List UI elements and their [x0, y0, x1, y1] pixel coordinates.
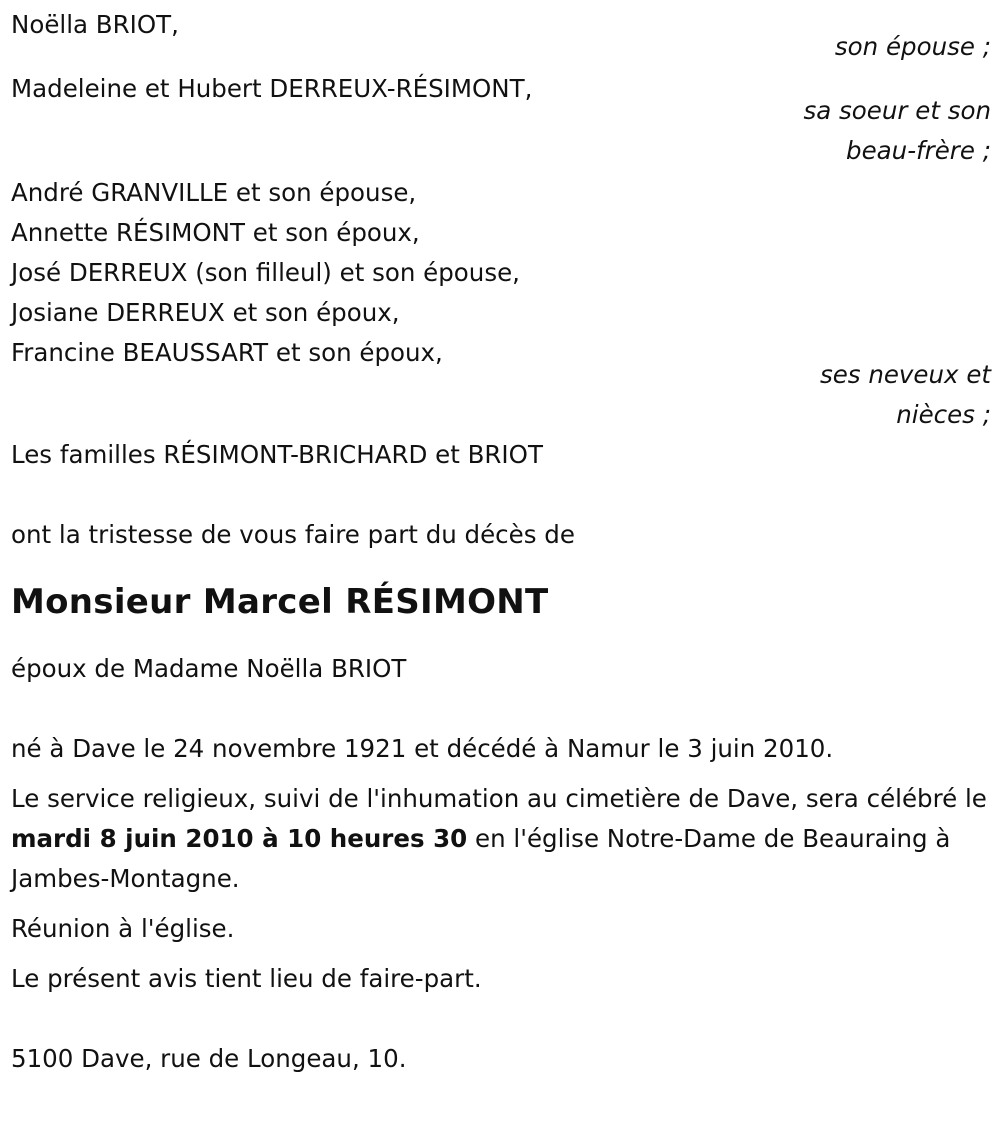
obituary-notice — [11, 5, 991, 1079]
deceased-name: Monsieur Marcel RÉSIMONT — [11, 582, 549, 622]
spouse-of-line: époux de Madame Noëlla BRIOT — [11, 654, 407, 683]
birth-death-line: né à Dave le 24 novembre 1921 et décédé à Namur le 3 juin 2010. — [11, 734, 834, 763]
nephew-line: Francine BEAUSSART et son époux, — [11, 338, 443, 367]
service-date-time: mardi 8 juin 2010 à 10 heures 30 — [11, 824, 468, 853]
nephew-line: Annette RÉSIMONT et son époux, — [11, 218, 420, 247]
nephew-line: Josiane DERREUX et son époux, — [11, 298, 400, 327]
announcement-intro: ont la tristesse de vous faire part du décès de — [11, 520, 575, 549]
spouse-name: Noëlla BRIOT, — [11, 10, 179, 39]
meeting-line: Réunion à l'église. — [11, 914, 235, 943]
nephew-line: José DERREUX (son filleul) et son épouse, — [11, 258, 520, 287]
nephews-role-line1: ses neveux et — [819, 360, 991, 389]
spouse-role: son épouse ; — [834, 32, 991, 61]
address-line: 5100 Dave, rue de Longeau, 10. — [11, 1044, 407, 1073]
sibling-name: Madeleine et Hubert DERREUX-RÉSIMONT, — [11, 74, 533, 103]
nephew-line: André GRANVILLE et son épouse, — [11, 178, 417, 207]
service-paragraph — [11, 779, 991, 899]
families-line: Les familles RÉSIMONT-BRICHARD et BRIOT — [11, 440, 543, 469]
service-text-1: Le service religieux, suivi de l'inhumation au cimetière de Dave, sera célébré le — [11, 784, 987, 813]
sibling-role-line1: sa soeur et son — [803, 96, 991, 125]
service-text-2: en l'église Notre-Dame de Beauraing à Jambes-Montagne. — [11, 824, 951, 893]
notice-line: Le présent avis tient lieu de faire-part. — [11, 964, 482, 993]
sibling-role-line2: beau-frère ; — [846, 136, 991, 165]
nephews-role-line2: nièces ; — [896, 400, 991, 429]
